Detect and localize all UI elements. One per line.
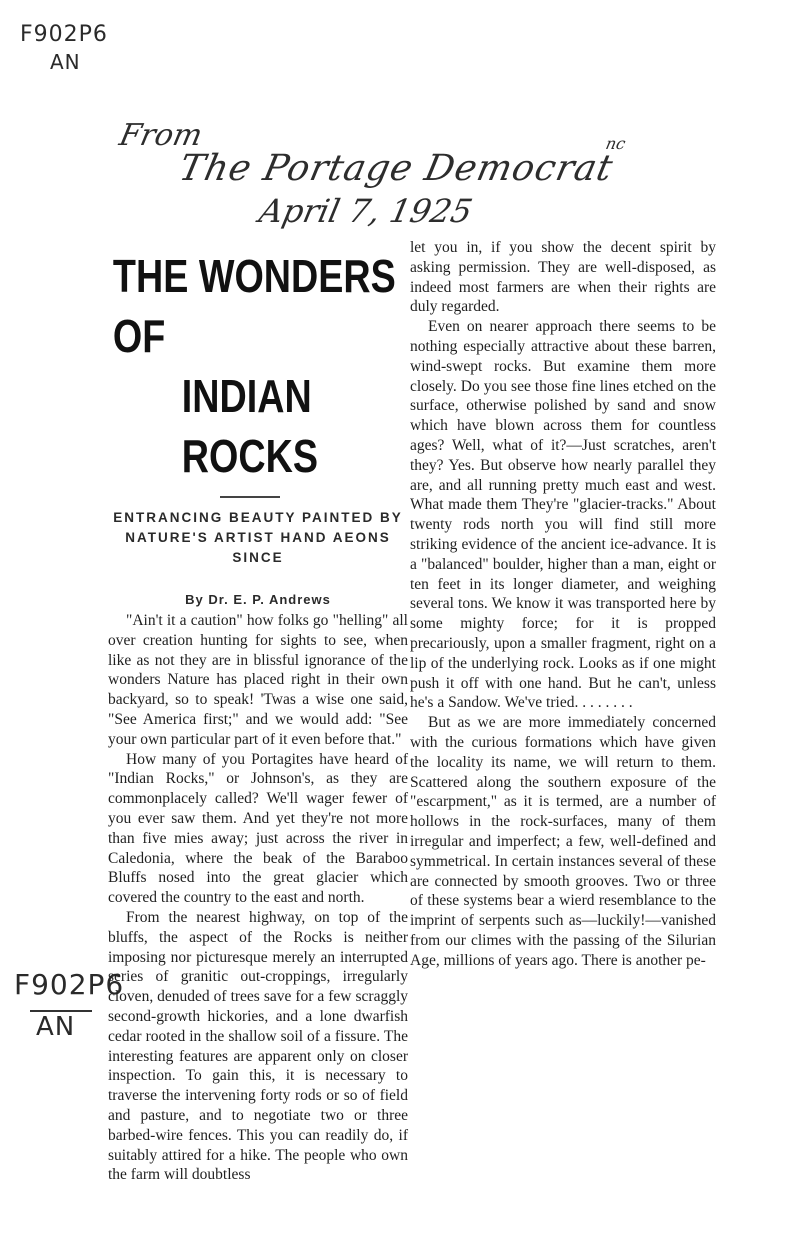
article-column-left — [108, 228, 408, 1185]
paragraph: But as we are more immediately concerned with the curious formations which have given the locality its name, we will return to them. Scattered along the southern exposure of the "escarpment," as it is termed, are a number of hollows in the rock-surfaces, many of them irregular and imperfect; a few, well-defined and symmetrical. In certain instances several of these are connected by smooth grooves. Two or three of these systems bear a wierd resemblance to the imprint of serpents such as—luckily!—vanished from our climes with the passing of the Silurian Age, millions of years ago. There is another pe- — [410, 714, 716, 969]
handwritten-source: The Portage Democrat — [175, 148, 617, 189]
handwritten-date: April 7, 1925 — [255, 192, 476, 230]
headline-line-1: THE WONDERS OF — [112, 250, 396, 362]
paragraph: "Ain't it a caution" how folks go "helling" all over creation hunting for sights to see, when like as not they are in blissful ignorance of the wonders Nature has placed right in their own backyard, so to speak! 'Twas a wise one said, "See America first;" and we would add: "See your own particular part of it even before that." — [108, 612, 408, 748]
article-headline — [108, 246, 403, 486]
archive-code-top-sub: AN — [50, 50, 81, 74]
paragraph: Even on nearer approach there seems to be nothing especially attractive about these barren, wind-swept rocks. But examine them more closely. Do you see those fine lines etched on the surface, otherwise polished by sand and snow which have blown across them for countless ages? Well, what of it?—Just scratches, aren't they? Yes. But observe how nearly parallel they are, and all running pretty much east and west. What made them They're "glacier-tracks." About twenty rods north you will find still more striking evidence of the ancient ice-advance. It is a "balanced" boulder, higher than a man, eight or ten feet in its longer diameter, and weighing several tons. We know it was transported here by some mighty force; for it is propped precariously, upon a smaller fragment, right on a lip of the underlying rock. Looks as if one might push it off with one hand. But he can't, unless he's a Sandow. We've tried. . . . . . . . — [410, 318, 716, 712]
article-body-right — [410, 238, 716, 970]
newspaper-clipping — [98, 228, 728, 1184]
article-column-right — [410, 228, 716, 970]
archive-code-left: F902P6 — [14, 968, 125, 1001]
paragraph-continued: let you in, if you show the decent spirit by asking permission. They are well-disposed, as indeed most farmers are when their rights are duly regarded. — [410, 239, 716, 316]
handwritten-mark: nc — [603, 134, 628, 153]
article-body-left — [108, 611, 408, 1185]
archive-code-top: F902P6 — [20, 22, 108, 47]
headline-line-2: INDIAN ROCKS — [181, 370, 319, 482]
handwritten-from: From — [116, 118, 206, 153]
archive-code-left-sub: AN — [36, 1012, 76, 1042]
paragraph: How many of you Portagites have heard of "Indian Rocks," or Johnson's, as they are commonplacely called? We'll wager fewer of you ever saw them. And yet they're not more than five mies away; just across the river in Caledonia, where the beak of the Baraboo Bluffs nosed into the great glacier which covered the country to the east and north. — [108, 750, 408, 907]
article-byline: By Dr. E. P. Andrews — [185, 592, 331, 607]
headline-divider — [220, 496, 280, 498]
article-subhead: ENTRANCING BEAUTY PAINTED BY NATURE'S ARTIST HAND AEONS SINCE — [113, 510, 403, 565]
paragraph: From the nearest highway, on top of the bluffs, the aspect of the Rocks is neither imposing nor picturesque merely an interrupted series of granitic out-croppings, irregularly cloven, denuded of trees save for a few scraggly second-growth hickories, and a lone dwarfish cedar rooted in the shallow soil of a fissure. The interesting features are apparent only on closer inspection. To gain this, it is necessary to traverse the intervening forty rods or so of field and pasture, and to negotiate two or three barbed-wire fences. This you can readily do, if suitably attired for a hike. The people who own the farm will doubtless — [108, 908, 408, 1184]
